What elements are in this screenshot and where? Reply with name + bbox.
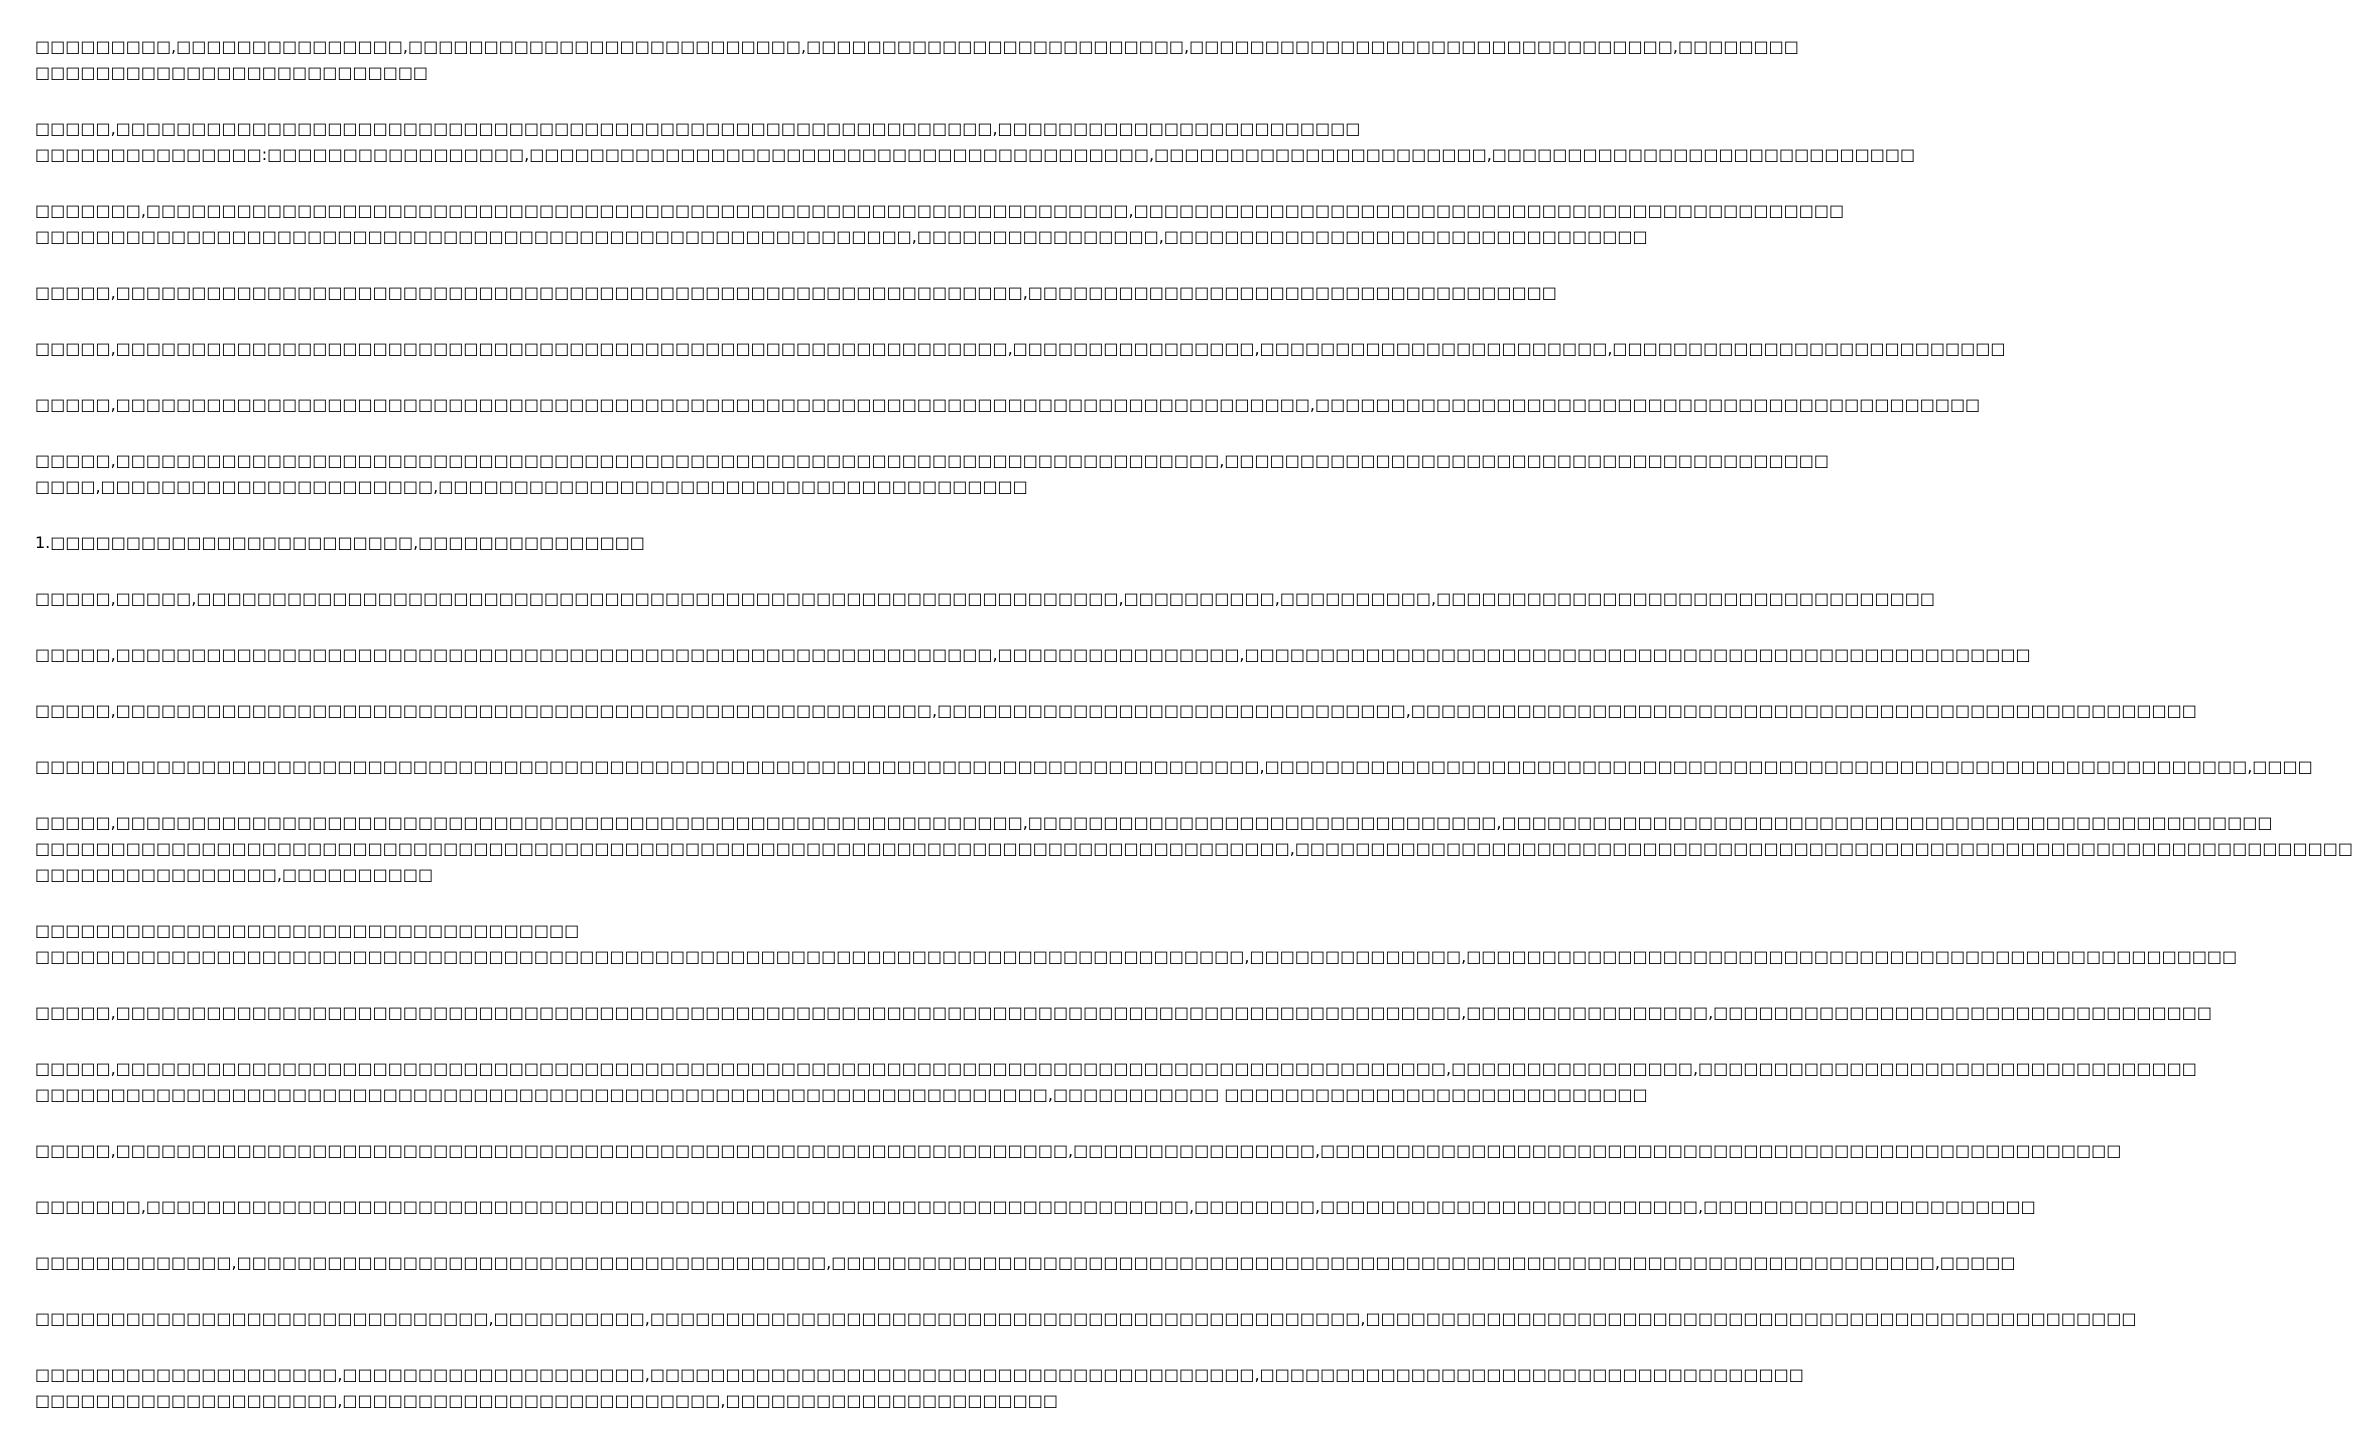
paragraph xyxy=(35,34,1799,86)
paragraph-line: □□□□□,□□□□□□□□□□□□□□□□□□□□□□□□□□□□□□□□□□□□□□□□□□□□□□□□□□□□□□□□□□□□,□□□□□□□□□□□□□□□□□□□□□□□□□□□□□□□□□□□ xyxy=(35,283,1557,302)
paragraph xyxy=(35,530,989,556)
paragraph-line: 1.□□□□□□□□□□□□□□□□□□□□□□□□,□□□□□□□□□□□□□□□ xyxy=(35,533,645,552)
paragraph xyxy=(35,1000,2213,1026)
paragraph-line: □□□□□□□□□□□□□□□□□□□□□□□□□□□□□□□□□□□□□□□□□□□□□□□□□□□□□□□□□□□□□□□□□□□□□□□□□□□□□□□□□□□,□□□□□□□□□□□□□□□□□□□□□□□□□□□□□□□□□□□□□□□□□□□□□□□□□□□□□□□□□□□□□□□□□□□□□□ xyxy=(35,839,2353,858)
paragraph-line: □□□□□,□□□□□□□□□□□□□□□□□□□□□□□□□□□□□□□□□□□□□□□□□□□□□□□□□□□□□□□□□□□□□□□□□□□□□□□□□,□□□□□□□□□□□□□□□□□□□□□□□□□□□□□□□□□□□□□□□□ xyxy=(35,451,1829,470)
paragraph-line: □□□□□,□□□□□□□□□□□□□□□□□□□□□□□□□□□□□□□□□□□□□□□□□□□□□□□□□□□□□□□□□□□□□□□□□□□□□□□□□□□□□□□□□□□□□□□□,□□□□□□□□□□□□□□□□,□□□□□□□□□□□□□□□□□□□□□□□□□□□□□□□□□ xyxy=(35,1059,2197,1078)
paragraph-line: □□□□□□□□□□□□□□□□□□□□□□□□□□□□□□□□□□□□ xyxy=(35,921,580,940)
paragraph-line: □□□□□,□□□□□□□□□□□□□□□□□□□□□□□□□□□□□□□□□□□□□□□□□□□□□□□□□□□□□□□□□□□□□□□□□□□□□□□□□□□□□□□□□□□□□□□□□,□□□□□□□□□□□□□□□□,□□□□□□□□□□□□□□□□□□□□□□□□□□□□□□□□□ xyxy=(35,1003,2213,1022)
paragraph xyxy=(35,1250,2016,1276)
paragraph-line: □□□□□□□□□□□□□□□□□□□□□□□□□□ xyxy=(35,63,429,82)
paragraph-line: □□□□□□□□□□□□□,□□□□□□□□□□□□□□□□□□□□□□□□□□□□□□□□□□□□□□□,□□□□□□□□□□□□□□□□□□□□□□□□□□□□□□□□□□□□□□□□□□□□□□□□□□□□□□□□□□□□□□□□□□□□□□□□□,□□□□□ xyxy=(35,1253,2016,1272)
paragraph xyxy=(35,1306,2137,1332)
paragraph-line: □□□□□□□□□□□□□□□□□□□□□□□□□□□□□□□□□□□□□□□□□□□□□□□□□□□□□□□□□□□□□□□□□□□□□□□□□□□□□□□□,□□□□□□□□□□□□□□,□□□□□□□□□□□□□□□□□□□□□□□□□□□□□□□□□□□□□□□□□□□□□□□□□□□ xyxy=(35,947,2238,966)
paragraph-line: □□□□□□□□□□□□□□□□,□□□□□□□□□□ xyxy=(35,865,434,884)
paragraph xyxy=(35,810,2353,888)
paragraph-line: □□□□□,□□□□□□□□□□□□□□□□□□□□□□□□□□□□□□□□□□□□□□□□□□□□□□□□□□□□□□□□□□,□□□□□□□□□□□□□□□□□□□□□□□□ xyxy=(35,119,1361,138)
paragraph xyxy=(35,392,1981,418)
paragraph xyxy=(35,116,1916,168)
paragraph xyxy=(35,280,1557,306)
paragraph xyxy=(35,586,1935,612)
paragraph-line: □□□□□,□□□□□□□□□□□□□□□□□□□□□□□□□□□□□□□□□□□□□□□□□□□□□□□□□□□□□□□□□□□□□□□,□□□□□□□□□□□□□□□□,□□□□□□□□□□□□□□□□□□□□□□□□□□□□□□□□□□□□□□□□□□□□□□□□□□□□□ xyxy=(35,1141,2122,1160)
paragraph xyxy=(35,1362,1804,1414)
paragraph-line: □□□□□□□□□□□□□□□□□□□□□□□□□□□□□□□□□□□□□□□□□□□□□□□□□□□□□□□□□□□□□□□□□□□,□□□□□□□□□□□ □□□□□□□□□□□□□□□□□□□□□□□□□□□□ xyxy=(35,1085,1648,1104)
paragraph-line: □□□□□□□,□□□□□□□□□□□□□□□□□□□□□□□□□□□□□□□□□□□□□□□□□□□□□□□□□□□□□□□□□□□□□□□□□□□□□,□□□□□□□□,□□□□□□□□□□□□□□□□□□□□□□□□□,□□□□□□□□□□□□□□□□□□□□□□ xyxy=(35,1197,2036,1216)
paragraph-line: □□□□□□□□□□□□□□□□□□□□,□□□□□□□□□□□□□□□□□□□□,□□□□□□□□□□□□□□□□□□□□□□□□□□□□□□□□□□□□□□□□,□□□□□□□□□□□□□□□□□□□□□□□□□□□□□□□□□□□□ xyxy=(35,1365,1804,1384)
paragraph xyxy=(35,1194,2036,1220)
paragraph xyxy=(35,1056,2197,1108)
paragraph xyxy=(35,698,2197,724)
paragraph-line: □□□□□,□□□□□□□□□□□□□□□□□□□□□□□□□□□□□□□□□□□□□□□□□□□□□□□□□□□□□□□□□□□□□□□□□□□□□□□□□□□□□□□,□□□□□□□□□□□□□□□□□□□□□□□□□□□□□□□□□□□□□□□□□□□□ xyxy=(35,395,1981,414)
paragraph xyxy=(35,754,2313,780)
paragraph-line: □□□□□□□□□□□□□□□□□□□□□□□□□□□□□□□□□□□□□□□□□□□□□□□□□□□□□□□□□□,□□□□□□□□□□□□□□□□,□□□□□□□□□□□□□□□□□□□□□□□□□□□□□□□□ xyxy=(35,227,1648,246)
paragraph xyxy=(35,642,2031,668)
paragraph-line: □□□□,□□□□□□□□□□□□□□□□□□□□□□,□□□□□□□□□□□□□□□□□□□□□□□□□□□□□□□□□□□□□□□ xyxy=(35,477,1028,496)
paragraph-line: □□□□□,□□□□□□□□□□□□□□□□□□□□□□□□□□□□□□□□□□□□□□□□□□□□□□□□□□□□□□□□□□,□□□□□□□□□□□□□□□□,□□□□□□□□□□□□□□□□□□□□□□□□□□□□□□□□□□□□□□□□□□□□□□□□□□□□ xyxy=(35,645,2031,664)
paragraph-line: □□□□□□□,□□□□□□□□□□□□□□□□□□□□□□□□□□□□□□□□□□□□□□□□□□□□□□□□□□□□□□□□□□□□□□□□□,□□□□□□□□□□□□□□□□□□□□□□□□□□□□□□□□□□□□□□□□□□□□□□□ xyxy=(35,201,1845,220)
paragraph-line: □□□□□□□□□□□□□□□□□□□□,□□□□□□□□□□□□□□□□□□□□□□□□□,□□□□□□□□□□□□□□□□□□□□□□ xyxy=(35,1391,1059,1410)
paragraph xyxy=(35,1138,2122,1164)
paragraph xyxy=(35,448,1829,500)
paragraph-line: □□□□□,□□□□□□□□□□□□□□□□□□□□□□□□□□□□□□□□□□□□□□□□□□□□□□□□□□□□□□□□□□□□,□□□□□□□□□□□□□□□□□□□□□□□□□□□□□□□,□□□□□□□□□□□□□□□□□□□□□□□□□□□□□□□□□□□□□□□□□□□□□□□□□□□ xyxy=(35,813,2273,832)
paragraph-line: □□□□□,□□□□□,□□□□□□□□□□□□□□□□□□□□□□□□□□□□□□□□□□□□□□□□□□□□□□□□□□□□□□□□□□□□□,□□□□□□□□□□,□□□□□□□□□□,□□□□□□□□□□□□□□□□□□□□□□□□□□□□□□□□□ xyxy=(35,589,1935,608)
paragraph-line: □□□□□□□□□□□□□□□:□□□□□□□□□□□□□□□□□,□□□□□□□□□□□□□□□□□□□□□□□□□□□□□□□□□□□□□□□□□,□□□□□□□□□□□□□□□□□□□□□□,□□□□□□□□□□□□□□□□□□□□□□□□□□□□ xyxy=(35,145,1916,164)
paragraph-line: □□□□□,□□□□□□□□□□□□□□□□□□□□□□□□□□□□□□□□□□□□□□□□□□□□□□□□□□□□□□,□□□□□□□□□□□□□□□□□□□□□□□□□□□□□□□,□□□□□□□□□□□□□□□□□□□□□□□□□□□□□□□□□□□□□□□□□□□□□□□□□□□□ xyxy=(35,701,2197,720)
paragraph xyxy=(35,336,2006,362)
paragraph-line: □□□□□□□□□□□□□□□□□□□□□□□□□□□□□□□□□□□□□□□□□□□□□□□□□□□□□□□□□□□□□□□□□□□□□□□□□□□□□□□□□,□□□□□□□□□□□□□□□□□□□□□□□□□□□□□□□□□□□□□□□□□□□□□□□□□□□□□□□□□□□□□□□□□,□□□□ xyxy=(35,757,2313,776)
paragraph xyxy=(35,198,1845,250)
paragraph-line: □□□□□□□□□,□□□□□□□□□□□□□□□,□□□□□□□□□□□□□□□□□□□□□□□□□□,□□□□□□□□□□□□□□□□□□□□□□□□□,□□□□□□□□□□□□□□□□□□□□□□□□□□□□□□□□,□□□□□□□□ xyxy=(35,37,1799,56)
document-body xyxy=(35,34,2353,1444)
paragraph-line: □□□□□□□□□□□□□□□□□□□□□□□□□□□□□□,□□□□□□□□□□,□□□□□□□□□□□□□□□□□□□□□□□□□□□□□□□□□□□□□□□□□□□□□□□,□□□□□□□□□□□□□□□□□□□□□□□□□□□□□□□□□□□□□□□□□□□□□□□□□□□ xyxy=(35,1309,2137,1328)
paragraph-line: □□□□□,□□□□□□□□□□□□□□□□□□□□□□□□□□□□□□□□□□□□□□□□□□□□□□□□□□□□□□□□□□□,□□□□□□□□□□□□□□□□,□□□□□□□□□□□□□□□□□□□□□□□,□□□□□□□□□□□□□□□□□□□□□□□□□□ xyxy=(35,339,2006,358)
paragraph xyxy=(35,918,2238,970)
